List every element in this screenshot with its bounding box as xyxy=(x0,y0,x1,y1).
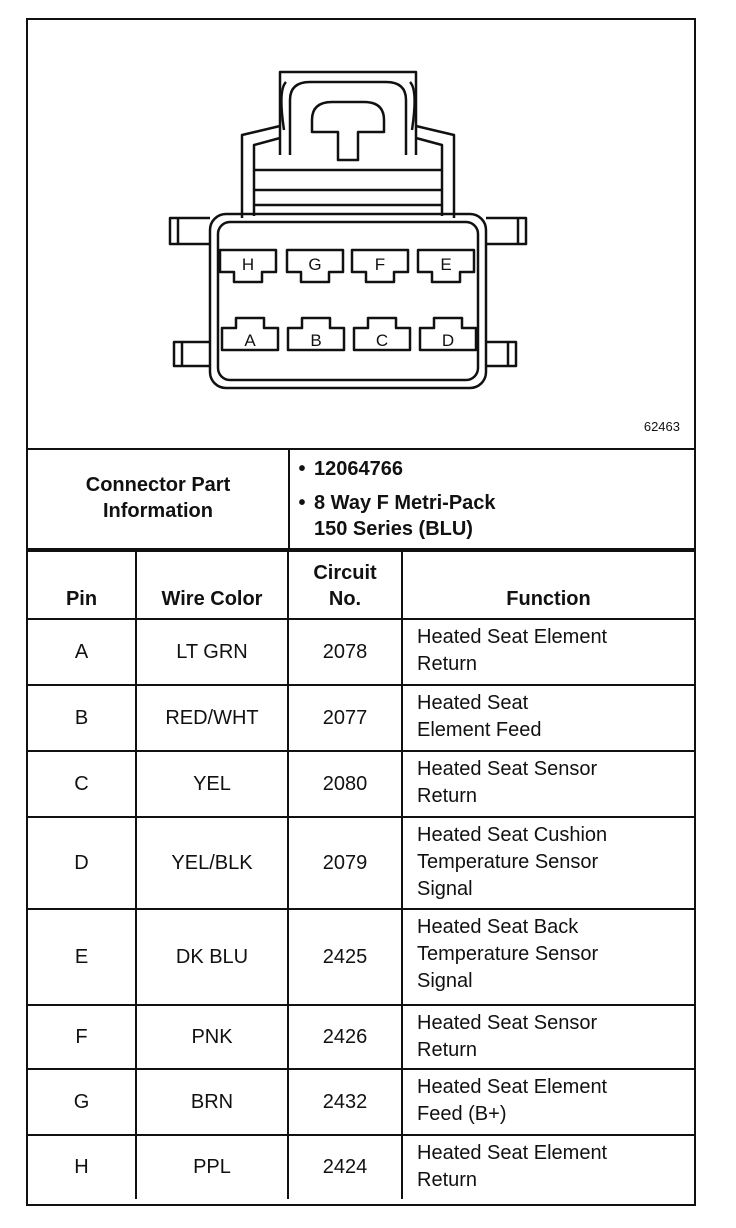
pin-label-d: D xyxy=(441,331,455,350)
function-line: Heated Seat Element xyxy=(417,1076,608,1098)
function-line: Heated Seat Element xyxy=(417,1142,608,1164)
table-row xyxy=(28,1005,694,1069)
function-cell xyxy=(402,909,694,1005)
pin-cell: A xyxy=(28,619,136,685)
circuit-cell: 2079 xyxy=(288,817,402,909)
table-row xyxy=(28,817,694,909)
header-circuit-line: Circuit xyxy=(313,562,377,584)
circuit-cell: 2077 xyxy=(288,685,402,751)
connector-drawing xyxy=(28,20,694,448)
function-cell xyxy=(402,619,694,685)
pin-label-g: G xyxy=(308,255,322,274)
table-row xyxy=(28,909,694,1005)
table-row xyxy=(28,751,694,817)
wire-color-cell: BRN xyxy=(136,1069,288,1135)
part-number-item xyxy=(290,456,496,482)
circuit-cell: 2426 xyxy=(288,1005,402,1069)
function-line: Return xyxy=(417,653,478,675)
connector-type-item xyxy=(290,490,496,542)
part-number: 12064766 xyxy=(314,458,403,480)
pin-cell: E xyxy=(28,909,136,1005)
pin-cell: B xyxy=(28,685,136,751)
pin-label-f: F xyxy=(374,255,386,274)
connector-type: 8 Way F Metri-Pack 150 Series (BLU) xyxy=(314,492,496,540)
function-cell xyxy=(402,1069,694,1135)
pin-label-h: H xyxy=(241,255,255,274)
function-cell xyxy=(402,1005,694,1069)
function-line: Signal xyxy=(417,970,473,992)
connector-info-values xyxy=(290,456,496,542)
circuit-cell: 2078 xyxy=(288,619,402,685)
circuit-cell: 2080 xyxy=(288,751,402,817)
function-cell xyxy=(402,685,694,751)
function-line: Signal xyxy=(417,878,473,900)
connector-info-section xyxy=(28,448,694,550)
header-circuit-line: No. xyxy=(328,588,362,610)
connector-info-label xyxy=(28,448,290,548)
pin-cell: H xyxy=(28,1135,136,1199)
wire-color-cell: YEL/BLK xyxy=(136,817,288,909)
table-row xyxy=(28,1069,694,1135)
pin-cell: D xyxy=(28,817,136,909)
header-circuit-no xyxy=(288,551,402,619)
circuit-cell: 2432 xyxy=(288,1069,402,1135)
header-function: Function xyxy=(402,551,694,619)
pin-cell: G xyxy=(28,1069,136,1135)
function-line: Heated Seat Element xyxy=(417,626,608,648)
function-line: Temperature Sensor xyxy=(417,943,599,965)
connector-diagram xyxy=(28,20,694,450)
function-cell xyxy=(402,1135,694,1199)
function-line: Return xyxy=(417,785,478,807)
pin-label-e: E xyxy=(440,255,452,274)
wire-color-cell: DK BLU xyxy=(136,909,288,1005)
table-header-row xyxy=(28,551,694,619)
pinout-table xyxy=(28,550,694,1199)
connector-info-label-line: Connector Part xyxy=(85,474,231,496)
function-cell xyxy=(402,751,694,817)
function-line: Feed (B+) xyxy=(417,1103,507,1125)
pin-label-c: C xyxy=(375,331,389,350)
pin-label-a: A xyxy=(244,331,256,350)
function-line: Temperature Sensor xyxy=(417,851,599,873)
wire-color-cell: LT GRN xyxy=(136,619,288,685)
function-line: Heated Seat Cushion xyxy=(417,824,608,846)
header-wire-color: Wire Color xyxy=(136,551,288,619)
function-line: Return xyxy=(417,1169,478,1191)
function-line: Heated Seat Sensor xyxy=(417,758,598,780)
pin-label-b: B xyxy=(310,331,322,350)
function-line: Return xyxy=(417,1039,478,1061)
wire-color-cell: PPL xyxy=(136,1135,288,1199)
pin-cell: C xyxy=(28,751,136,817)
bullet-icon: • xyxy=(298,458,306,480)
function-cell xyxy=(402,817,694,909)
connector-sheet xyxy=(26,18,696,1206)
pin-cell: F xyxy=(28,1005,136,1069)
bullet-icon: • xyxy=(298,492,306,514)
function-line: Heated Seat Sensor xyxy=(417,1012,598,1034)
wire-color-cell: PNK xyxy=(136,1005,288,1069)
function-line: Heated Seat xyxy=(417,692,529,714)
table-body xyxy=(28,619,694,1199)
wire-color-cell: YEL xyxy=(136,751,288,817)
function-line: Heated Seat Back xyxy=(417,916,579,938)
table-row xyxy=(28,685,694,751)
connector-info-label-line: Information xyxy=(103,500,213,522)
table-row xyxy=(28,619,694,685)
figure-number: 62463 xyxy=(643,419,680,434)
function-line: Element Feed xyxy=(417,719,542,741)
wire-color-cell: RED/WHT xyxy=(136,685,288,751)
header-pin: Pin xyxy=(28,551,136,619)
table-row xyxy=(28,1135,694,1199)
circuit-cell: 2424 xyxy=(288,1135,402,1199)
circuit-cell: 2425 xyxy=(288,909,402,1005)
